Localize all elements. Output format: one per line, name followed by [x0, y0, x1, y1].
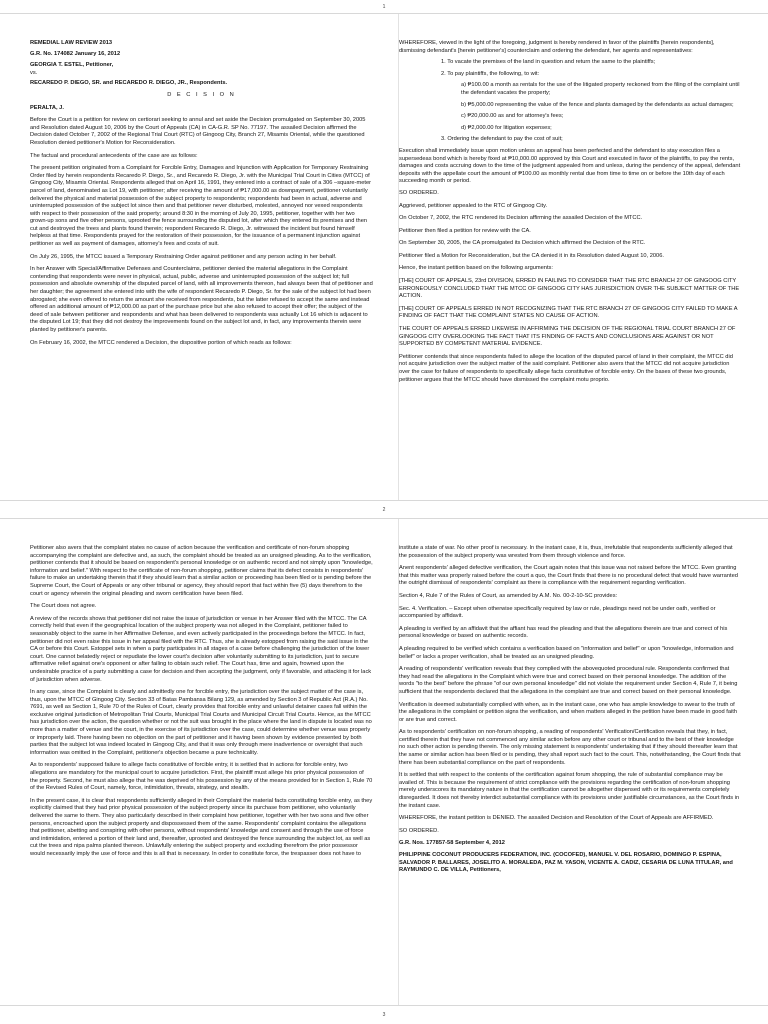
paragraph: 2. To pay plaintiffs, the following, to wit:	[441, 70, 540, 77]
paragraph: A review of the records shows that petitioner did not raise the issue of jurisdiction or venue in her Answer filed with the MTCC. The CA correctly held that even if the geographical location of the subject property was not alleged in the Complaint, petitioner failed to seasonably object to the same in her Affirmative Defense, and even actively participated in the proceedings before the MTCC. In fact, petitioner did not even raise this issue in her appeal filed with the RTC. Thus, she is already estopped from raising the said issue in the CA or before this Court. Estoppel sets in when a party participates in all stages of a case before challenging the jurisdiction of the lower court. One cannot belatedly reject or repudiate the lower court's decision after voluntarily submitting to its jurisdiction, just to secure affirmative relief against one's opponent or after failing to obtain such relief. The Court has, time and again, frowned upon the undesirable practice of a party submitting a case for decision and then accepting the judgment, only if favorable, and attacking it for lack of jurisdiction when adverse.	[30, 615, 372, 683]
page-1-right-column	[398, 14, 741, 500]
page-number: 1	[382, 4, 386, 10]
paragraph: In the present case, it is clear that respondents sufficiently alleged in their Complaint the material facts constituting forcible entry, as they explicitly claimed that they had prior physical possession of the subject property since its purchase from petitioner, who voluntarily delivered the same to them. They also particularly described in their complaint how petitioner, together with her two sons and five other persons, encroached upon the subject property and dispossessed them of the same. Respondents' complaint contains the allegations that petitioner, abetting and conspiring with other persons, without respondents' knowledge and consent and through the use of force and intimidation, entered a portion of their land and, thereafter, uprooted and destroyed the fence surrounding the subject lot, as well as cut the trees and nipa palms planted thereon. Unlawfully entering the subject property and excluding therefrom the prior possessor would necessarily imply the use of force and this is all that is necessary. In order to constitute force, the trespasser does not have to	[30, 797, 373, 857]
paragraph: The Court does not agree.	[30, 603, 97, 610]
paragraph: WHEREFORE, viewed in the light of the foregoing, judgment is hereby rendered in favor of the plaintiffs [herein respondents], dismissing defendant's [herein petitioner's] counterclaim and ordering the defendant, her agents and representatives:	[399, 40, 715, 54]
paragraph: A pleading required to be verified which contains a verification based on "information and belief" or upon "knowledge, information and belief" or lacks a proper verification, shall be treated as an unsigned pleading.	[399, 645, 734, 660]
paragraph: A pleading is verified by an affidavit that the affiant has read the pleading and that the allegations therein are true and correct of his personal knowledge or based on authentic records.	[399, 625, 728, 640]
paragraph: SO ORDERED.	[399, 827, 439, 834]
paragraph: Verification is deemed substantially complied with when, as in the instant case, one who has ample knowledge to swear to the truth of the allegations in the complaint or petition signs the verification, and when matters alleged in the petition have been made in good faith or are true and correct.	[399, 701, 737, 723]
paragraph: D E C I S I O N	[167, 91, 236, 98]
paragraph: [THE] COURT OF APPEALS, 23rd DIVISION, ERRED IN FAILING TO CONSIDER THAT THE RTC BRANCH 27 OF GINGOOG CITY ERRONEOUSLY CONCLUDED THAT THE MTCC OF GINGOOG CITY HAS JURISDICTION OVER THE SUBJECT MATTER OF THE ACTION.	[399, 278, 740, 300]
paragraph: b) ₱5,000.00 representing the value of the fence and plants damaged by the defendants as actual damages;	[461, 101, 734, 108]
paragraph: The factual and procedural antecedents of the case are as follows:	[30, 152, 198, 159]
paragraph: Petitioner also avers that the complaint states no cause of action because the verification and certificate of non-forum shopping accompanying the complaint are defective and, as such, the complaint should be treated as an unsigned pleading. As to the verification, petitioner contends that it should be based on respondent's personal knowledge or on authentic record and not simply upon "knowledge, information and belief." With respect to the certificate of non-forum shopping, petitioner claims that its defect consists in respondents' failure to make an undertaking therein that if they should learn that a similar action or proceeding has been filed or is pending before the Supreme Court, the Court of Appeals or any other tribunal or agency, they should report that fact within five (5) days therefrom to the court or agency wherein the original pleading and sworn certification have been filed.	[30, 545, 373, 597]
paragraph: In any case, since the Complaint is clearly and admittedly one for forcible entry, the jurisdiction over the subject matter of the case is, thus, upon the MTCC of Gingoog City. Section 33 of Batas Pambansa Bilang 129, as amended by Section 3 of Republic Act (R.A.) No. 7691, as well as Section 1, Rule 70 of the Rules of Court, clearly provides that forcible entry and unlawful detainer cases fall within the exclusive original jurisdiction of Metropolitan Trial Courts, Municipal Trial Courts and Municipal Circuit Trial Courts. Hence, as the MTCC has jurisdiction over the action, the question whether or not the suit was brought in the place where the land in dispute is located was no more than a matter of venue and the court, in the exercise of its jurisdiction over the case, could determine whether venue was properly or improperly laid. There having been no objection on the part of petitioner and it having been shown by evidence presented by both parties that the subject lot was indeed located in Gingoog City, and that it was only through mere inadvertence or oversight that such information was omitted in the Complaint, petitioner's objection became a pure technicality.	[30, 689, 372, 756]
paragraph: c) ₱20,000.00 as and for attorney's fees;	[461, 113, 564, 120]
paragraph: Anent respondents' alleged defective verification, the Court again notes that this issue was not raised before the MTCC. Even granting that this matter was properly raised before the court a quo, the Court finds that there is no procedural defect that would have warranted the outright dismissal of respondents' complaint as there is compliance with the requirement regarding verification.	[399, 565, 738, 587]
paragraph: On September 30, 2005, the CA promulgated its Decision which affirmed the Decision of the RTC.	[399, 240, 646, 247]
page-spread-2	[0, 518, 768, 1006]
paragraph: PERALTA, J.	[30, 104, 64, 111]
paragraph: G.R. Nos. 177857-58 September 4, 2012	[399, 840, 505, 847]
page-spread-1	[0, 13, 768, 501]
paragraph: As to respondents' certification on non-forum shopping, a reading of respondents' Verification/Certification reveals that they, in fact, certified therein that they have not commenced any similar action before any other court or tribunal and to the best of their knowledge no such other action is pending therein. The only missing statement is respondents' undertaking that if they should thereafter learn that the same or similar action has been filed or is pending, they shall report such fact to the court. This, notwithstanding, the Court finds that there has been substantial compliance on the part of respondents.	[399, 729, 741, 766]
paragraph: Before the Court is a petition for review on certiorari seeking to annul and set aside the Decision promulgated on September 30, 2005 and Resolution dated August 10, 2006 by the Court of Appeals (CA) in CA-G.R. SP No. 77197. The assailed Decision affirmed the Decision dated October 7, 2002 of the Regional Trial Court (RTC) of Gingoog City, Branch 27, Misamis Oriental, while the questioned Resolution denied petitioner's Motion for Reconsideration.	[30, 117, 366, 146]
paragraph: a) ₱100.00 a month as rentals for the use of the litigated property reckoned from the filing of the complaint until the defendant vacates the property;	[461, 82, 740, 96]
paragraph: Execution shall immediately issue upon motion unless an appeal has been perfected and the defendant to stay execution files a supersedeas bond which is hereby fixed at ₱10,000.00 approved by this Court and executed in favor of the plaintiffs, to pay the rents, damages and costs accruing down to the time of the judgment appealed from and unless, during the pendency of the appeal, defendant deposits with the appellate court the amount of ₱100.00 as monthly rental due from time to time on or before the 10th day of each succeeding month or period.	[399, 147, 741, 185]
paragraph: SO ORDERED.	[399, 189, 439, 196]
page-2-right-column	[398, 519, 741, 1005]
paragraph: Aggrieved, petitioner appealed to the RTC of Gingoog City.	[399, 202, 548, 209]
paragraph: On February 16, 2002, the MTCC rendered a Decision, the dispositive portion of which reads as follows:	[30, 339, 292, 346]
paragraph: Petitioner filed a Motion for Reconsideration, but the CA denied it in its Resolution dated August 10, 2006.	[399, 252, 664, 259]
paragraph: 1. To vacate the premises of the land in question and return the same to the plaintiffs;	[441, 59, 656, 66]
paragraph: THE COURT OF APPEALS ERRED LIKEWISE IN AFFIRMING THE DECISION OF THE REGIONAL TRIAL COURT BRANCH 27 OF GINGOOG CITY OVERLOOKING THE FACT THAT ITS FINDING OF FACTS AND CONCLUSIONS ARE AGAINST OR NOT SUPPORTED BY COMPETENT MATERIAL EVIDENCE.	[399, 326, 736, 348]
paragraph: Petitioner then filed a petition for review with the CA.	[399, 227, 531, 234]
paragraph: A reading of respondents' verification reveals that they complied with the abovequoted procedural rule. Respondents confirmed that they had read the allegations in the Complaint which were true and correct based on their personal knowledge. The addition of the words "to the best" before the phrase "of our own personal knowledge" did not violate the requirement under Section 4, Rule 7, it being sufficient that the respondents declared that the allegations in the complaint are true and correct based on their personal knowledge.	[399, 666, 738, 695]
paragraph: vs.	[30, 69, 38, 76]
page-2-left-column	[30, 519, 373, 1005]
paragraph: It is settled that with respect to the contents of the certification against forum shopping, the rule of substantial compliance may be availed of. This is because the requirement of strict compliance with the provisions regarding the certification of non-forum shopping merely underscores its mandatory nature in that the certification cannot be altogether dispensed with or its requirements completely disregarded. It does not thereby interdict substantial compliance with its provisions under justifiable circumstances, as the Court finds in the instant case.	[399, 772, 740, 809]
paragraph: Section 4, Rule 7 of the Rules of Court, as amended by A.M. No. 00-2-10-SC provides:	[399, 592, 618, 599]
paragraph: WHEREFORE, the instant petition is DENIED. The assailed Decision and Resolution of the Court of Appeals are AFFIRMED.	[399, 815, 714, 822]
paragraph: RECAREDO P. DIEGO, SR. and RECAREDO R. DIEGO, JR., Respondents.	[30, 80, 228, 87]
paragraph: The present petition originated from a Complaint for Forcible Entry, Damages and Injunction with Application for Temporary Restraining Order filed by herein respondents Recaredo P. Diego, Sr., and Recaredo R. Diego, Jr. with the Municipal Trial Court in Cities (MTCC) of Gingoog City, Misamis Oriental. Respondents alleged that on April 16, 1991, they entered into a contract of sale of a 306 –square-meter parcel of land, denominated as Lot 19, with petitioner; after receiving the amount of ₱17,000.00 as downpayment, petitioner voluntarily delivered the physical and material possession of the subject property to respondents; respondents had been in actual, adverse and uninterrupted possession of the subject lot since then and that petitioner never disturbed, molested, annoyed nor vexed respondents with respect to their possession of the said property; around 8:30 in the morning of July 20, 1995, petitioner, together with her two grown-up sons and five other persons, uprooted the fence surrounding the disputed lot, after which they entered its premises and then cut and destroyed the trees and plants found therein; respondent Recaredo R. Diego, Jr. witnessed the incident but found himself helpless at that time. Respondents prayed for the restoration of their possession, for the issuance of a permanent injunction against petitioner as well as payment of damages, attorney's fees and costs of suit.	[30, 165, 372, 248]
paragraph: 3. Ordering the defendant to pay the cost of suit;	[441, 136, 563, 143]
paragraph: Petitioner contends that since respondents failed to allege the location of the disputed parcel of land in their complaint, the MTCC did not acquire jurisdiction over the subject matter of the said complaint. Petitioner also avers that the MTCC did not acquire jurisdiction over the case for failure of respondents to specifically allege facts constitutive of forcible entry. On the bases of these two grounds, petitioner argues that the MTCC should have dismissed the complaint motu proprio.	[399, 353, 733, 383]
paragraph: As to respondents' supposed failure to allege facts constitutive of forcible entry, it is settled that in actions for forcible entry, two allegations are mandatory for the municipal court to acquire jurisdiction. First, the plaintiff must allege his prior physical possession of the property. Second, he must also allege that he was deprived of his possession by any of the means provided for in Section 1, Rule 70 of the Revised Rules of Court, namely, force, intimidation, threats, strategy, and stealth.	[30, 762, 373, 792]
page-number: 3	[382, 1012, 386, 1018]
paragraph: Hence, the instant petition based on the following arguments:	[399, 265, 553, 272]
paragraph: Sec. 4. Verification. – Except when otherwise specifically required by law or rule, pleadings need not be under oath, verified or accompanied by affidavit.	[399, 605, 716, 620]
page-number: 2	[382, 507, 386, 513]
paragraph: [THE] COURT OF APPEALS ERRED IN NOT RECOGNIZING THAT THE RTC BRANCH 27 OF GINGOOG CITY FAILED TO MAKE A FINDING OF FACT THAT THE COMPLAINT STATES NO CAUSE OF ACTION.	[399, 305, 738, 320]
page-1-left-column	[30, 14, 373, 500]
paragraph: REMEDIAL LAW REVIEW 2013	[30, 40, 113, 46]
paragraph: GEORGIA T. ESTEL, Petitioner,	[30, 62, 114, 69]
paragraph: On October 7, 2002, the RTC rendered its Decision affirming the assailed Decision of the MTCC.	[399, 215, 643, 222]
paragraph: In her Answer with Special/Affirmative Defenses and Counterclaims, petitioner denied the material allegations in the Complaint contending that respondents were never in physical, actual, public, adverse and uninterrupted possession of the subject lot; full possession and absolute ownership of the disputed parcel of land, with all improvements thereon, had always been that of petitioner and her daughter; the agreement she entered into with the wife of respondent Recaredo P. Diego, Sr. for the sale of the subject lot had been abrogated; she even offered to return the amount she received from respondents, but the latter refused to accept the same and instead offered an additional amount of ₱12,000.00 as part of the purchase price but she also refused to accept their offer; the subject of the deed of sale between petitioner and respondents and what has been delivered to respondents was actually Lot 16 which is adjacent to the disputed Lot 19; that they did not destroy the improvements found on the subject lot and, in fact, any improvements therein were planted by petitioner's parents.	[30, 266, 373, 333]
paragraph: G.R. No. 174082 January 16, 2012	[30, 50, 121, 57]
paragraph: institute a state of war. No other proof is necessary. In the instant case, it is, thus, irrefutable that respondents sufficiently alleged that the possession of the subject property was wrested from them through violence and force.	[399, 545, 733, 559]
paragraph: On July 26, 1995, the MTCC issued a Temporary Restraining Order against petitioner and any person acting in her behalf.	[30, 253, 337, 260]
paragraph: PHILIPPINE COCONUT PRODUCERS FEDERATION, INC. (COCOFED), MANUEL V. DEL ROSARIO, DOMINGO P. ESPINA, SALVADOR P. BALLARES, JOSELITO A. MORALEDA, PAZ M. YASON, VICENTE A. CADIZ, CESARIA DE LUNA TITULAR, and RAYMUNDO C. DE VILLA, Petitioners,	[399, 852, 733, 874]
paragraph: d) ₱2,000.00 for litigation expenses;	[461, 124, 552, 131]
